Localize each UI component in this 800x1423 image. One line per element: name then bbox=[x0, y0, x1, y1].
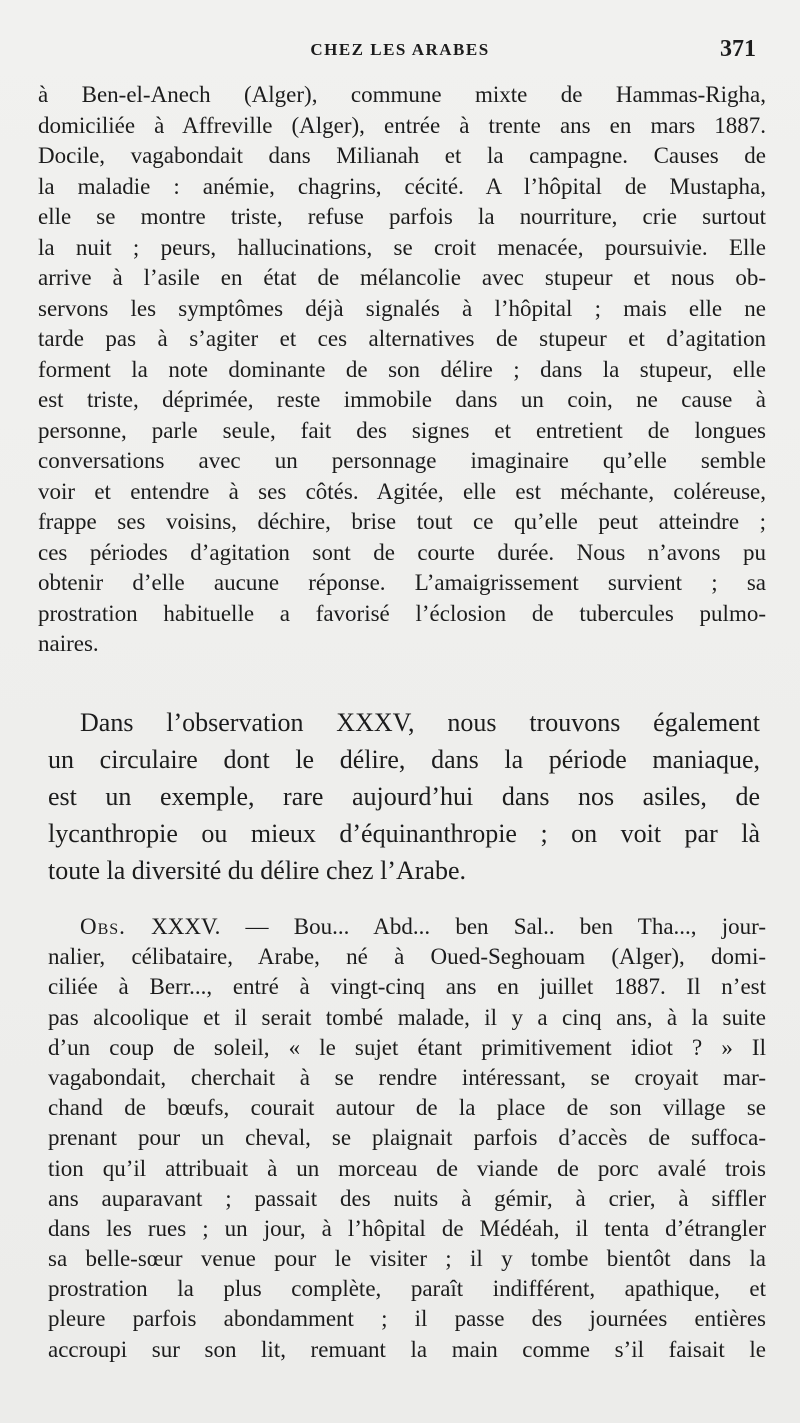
observation-first-line: XXXV. — Bou... Abd... ben Sal.. ben Tha..., jour- bbox=[125, 914, 766, 939]
text-line: accroupi sur son lit, remuant la main comme s’il faisait le bbox=[48, 1336, 766, 1362]
text-line: vagabondait, cherchait à se rendre intéressant, se croyait mar- bbox=[48, 1064, 766, 1090]
text-line: frappe ses voisins, déchire, brise tout ce qu’elle peut atteindre ; bbox=[38, 509, 766, 534]
running-header bbox=[40, 38, 760, 68]
text-line: la maladie : anémie, chagrins, cécité. A l’hôpital de Mustapha, bbox=[38, 173, 766, 199]
text-line: prostration la plus complète, paraît indifférent, apathique, et bbox=[48, 1276, 766, 1302]
paragraph-observation-xxxv bbox=[48, 912, 766, 1365]
text-line: à Ben-el-Anech (Alger), commune mixte de Hammas-Righa, bbox=[38, 82, 766, 107]
text-line: toute la diversité du délire chez l’Arabe. bbox=[48, 856, 466, 885]
running-title: CHEZ LES ARABES bbox=[310, 40, 490, 59]
text-line: est un exemple, rare aujourd’hui dans nos asiles, de bbox=[48, 782, 760, 811]
text-line: prostration habituelle a favorisé l’éclosion de tubercules pulmo- bbox=[38, 600, 766, 626]
text-line: est triste, déprimée, reste immobile dans un coin, ne cause à bbox=[38, 387, 766, 412]
text-line: pleure parfois abondamment ; il passe des journées entières bbox=[48, 1306, 766, 1332]
text-line: pas alcoolique et il serait tombé malade, il y a cinq ans, à la suite bbox=[48, 1004, 766, 1030]
text-line: un circulaire dont le délire, dans la période maniaque, bbox=[48, 745, 760, 774]
text-line: d’un coup de soleil, « le sujet étant primitivement idiot ? » Il bbox=[48, 1034, 766, 1060]
text-line: tarde pas à s’agiter et ces alternatives de stupeur et d’agitation bbox=[38, 326, 766, 351]
text-line: voir et entendre à ses côtés. Agitée, elle est méchante, coléreuse, bbox=[38, 478, 766, 504]
text-line: prenant pour un cheval, se plaignait parfois d’accès de suffoca- bbox=[48, 1125, 766, 1151]
text-line: Docile, vagabondait dans Milianah et la campagne. Causes de bbox=[38, 143, 766, 168]
text-line-first bbox=[48, 912, 766, 942]
text-line: lycanthropie ou mieux d’équinanthropie ; on voit par là bbox=[48, 819, 760, 848]
text-line: Dans l’observation XXXV, nous trouvons également bbox=[80, 708, 760, 737]
text-line: ans auparavant ; passait des nuits à gémir, à crier, à siffler bbox=[48, 1185, 766, 1211]
text-line: elle se montre triste, refuse parfois la nourriture, crie surtout bbox=[38, 204, 766, 229]
text-line: ces périodes d’agitation sont de courte durée. Nous n’avons pu bbox=[38, 539, 766, 565]
text-line: tion qu’il attribuait à un morceau de viande de porc avalé trois bbox=[48, 1155, 766, 1181]
paragraph-observation-xxxiv-end bbox=[38, 80, 766, 660]
text-line: arrive à l’asile en état de mélancolie avec stupeur et nous ob- bbox=[38, 265, 766, 290]
text-line: forment la note dominante de son délire ; dans la stupeur, elle bbox=[38, 356, 766, 382]
text-line: servons les symptômes déjà signalés à l’hôpital ; mais elle ne bbox=[38, 295, 766, 321]
text-line: la nuit ; peurs, hallucinations, se croit menacée, poursuivie. Elle bbox=[38, 234, 766, 260]
observation-label: Obs. bbox=[80, 914, 126, 939]
text-line: sa belle-sœur venue pour le visiter ; il y tombe bientôt dans la bbox=[48, 1246, 766, 1272]
text-line: nalier, célibataire, Arabe, né à Oued-Seghouam (Alger), domi- bbox=[48, 944, 766, 970]
page-number: 371 bbox=[720, 36, 756, 62]
text-line: naires. bbox=[38, 631, 99, 656]
paragraph-commentary bbox=[48, 704, 760, 889]
text-line: conversations avec un personnage imaginaire qu’elle semble bbox=[38, 448, 766, 473]
text-line: obtenir d’elle aucune réponse. L’amaigrissement survient ; sa bbox=[38, 570, 766, 595]
text-line: domiciliée à Affreville (Alger), entrée à trente ans en mars 1887. bbox=[38, 112, 766, 138]
text-line: ciliée à Berr..., entré à vingt-cinq ans en juillet 1887. Il n’est bbox=[48, 974, 766, 1000]
text-line: chand de bœufs, courait autour de la place de son village se bbox=[48, 1095, 766, 1121]
text-line: personne, parle seule, fait des signes et entretient de longues bbox=[38, 417, 766, 443]
text-line: dans les rues ; un jour, à l’hôpital de Médéah, il tenta d’étrangler bbox=[48, 1215, 766, 1241]
